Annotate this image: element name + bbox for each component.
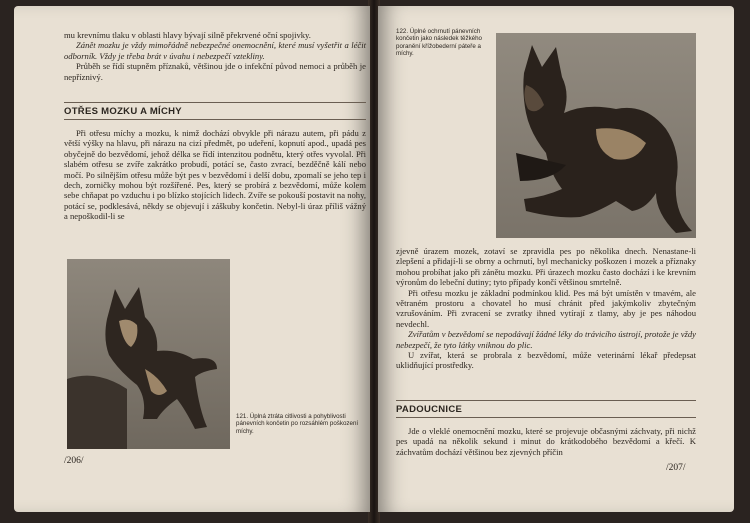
left-top-text [64, 30, 366, 82]
section-padoucnice [396, 400, 696, 457]
left-page [14, 6, 370, 512]
section-heading: PADOUCNICE [396, 400, 696, 418]
paragraph-italic: Zvířatům v bezvědomí se nepodávají žádné léky do trávicího ústrojí, protože je vždy nebezpečí, že tyto látky vniknou do plic. [396, 329, 696, 350]
paragraph: Jde o vleklé onemocnění mozku, které se projevuje občasnými záchvaty, při nichž pes upadá na několik sekund i minut do krátkodobého bezvědomí a křečí. K záchvatům dochází většinou bez zjevných příčin [396, 426, 696, 457]
paragraph-italic: Zánět mozku je vždy mimořádně nebezpečné onemocnění, které musí vyšetřit a léčit odborník. Vždy je třeba brát v úvahu i nebezpečí vztekliny. [64, 40, 366, 61]
figure-caption-121: 121. Úplná ztráta citlivosti a pohyblivosti pánevních končetin po rozsáhlém poškození míchy. [236, 413, 359, 435]
page-number-right: /207/ [666, 463, 686, 473]
paragraph: Při otřesu mozku je základní podmínkou klid. Pes má být umístěn v tmavém, ale větraném prostoru a chovatel ho musí chránit před jakýmkoliv zbytečným vzrušováním. Při zvracení se zvratky ihned vytírají z tlamy, aby je pes náhodou nevdechl. [396, 287, 696, 329]
section-otres [64, 102, 366, 222]
dog-photo-illustration [67, 259, 230, 449]
dog-photo-illustration [496, 33, 696, 238]
paragraph: zjevně úrazem mozek, zotaví se zpravidla pes po několika dnech. Nenastane-li zlepšení a přidají-li se obrny a ochrnutí, byl mechanicky poškozen i mozek a příznaky mohou probíhat jako při zánětu mozku. Při úrazech mozku často dochází i ke krevním výronům do lebeční dutiny; tyto případy končí většinou smrtelně. [396, 246, 696, 288]
paragraph: Při otřesu míchy a mozku, k nimž dochází obvykle při nárazu autem, při pádu z větší výšky na hlavu, při nárazu na cizí předmět, po udeření, kopnutí apod., upadá pes obyčejně do bezvědomí, jehož délka se řídí intenzitou podnětu, který otřes vyvolal. Při slabém otřesu se zvíře zakrátko probudí, potácí se, často zvrací, bezděčně kálí nebo močí. Po silnějším otřesu může být pes v bezvědomí i delší dobu, zpomalí se jeho tep i dech, zorničky mohou být rozšířené. Pes, který se probírá z bezvědomí, může kolem sebe chňapat po vzduchu i po blízko stojících lidech. Zvíře se pokouší postavit na nohy, potácí se, podklesává, někdy se objevují i záškuby končetin. Nebyl-li úraz příliš vážný a nepoškodil-li se [64, 128, 366, 222]
paragraph: mu krevnímu tlaku v oblasti hlavy bývají silně překrvené oční spojivky. [64, 30, 311, 40]
paragraph: U zvířat, která se probrala z bezvědomí, může veterinární lékař předepsat uklidňující prostředky. [396, 350, 696, 371]
right-body-text [396, 246, 696, 371]
page-number-left: /206/ [64, 456, 84, 466]
photo-dog-121 [67, 259, 230, 449]
paragraph: Průběh se řídí stupněm příznaků, většinou jde o infekční původ nemoci a průběh je nepříznivý. [64, 61, 366, 82]
figure-caption-122: 122. Úplné ochrnutí pánevních končetin jako následek těžkého poranění křížobederní páteře a míchy. [396, 28, 482, 58]
photo-dog-122 [496, 33, 696, 238]
right-page [378, 6, 734, 512]
section-heading: OTŘES MOZKU A MÍCHY [64, 102, 366, 120]
